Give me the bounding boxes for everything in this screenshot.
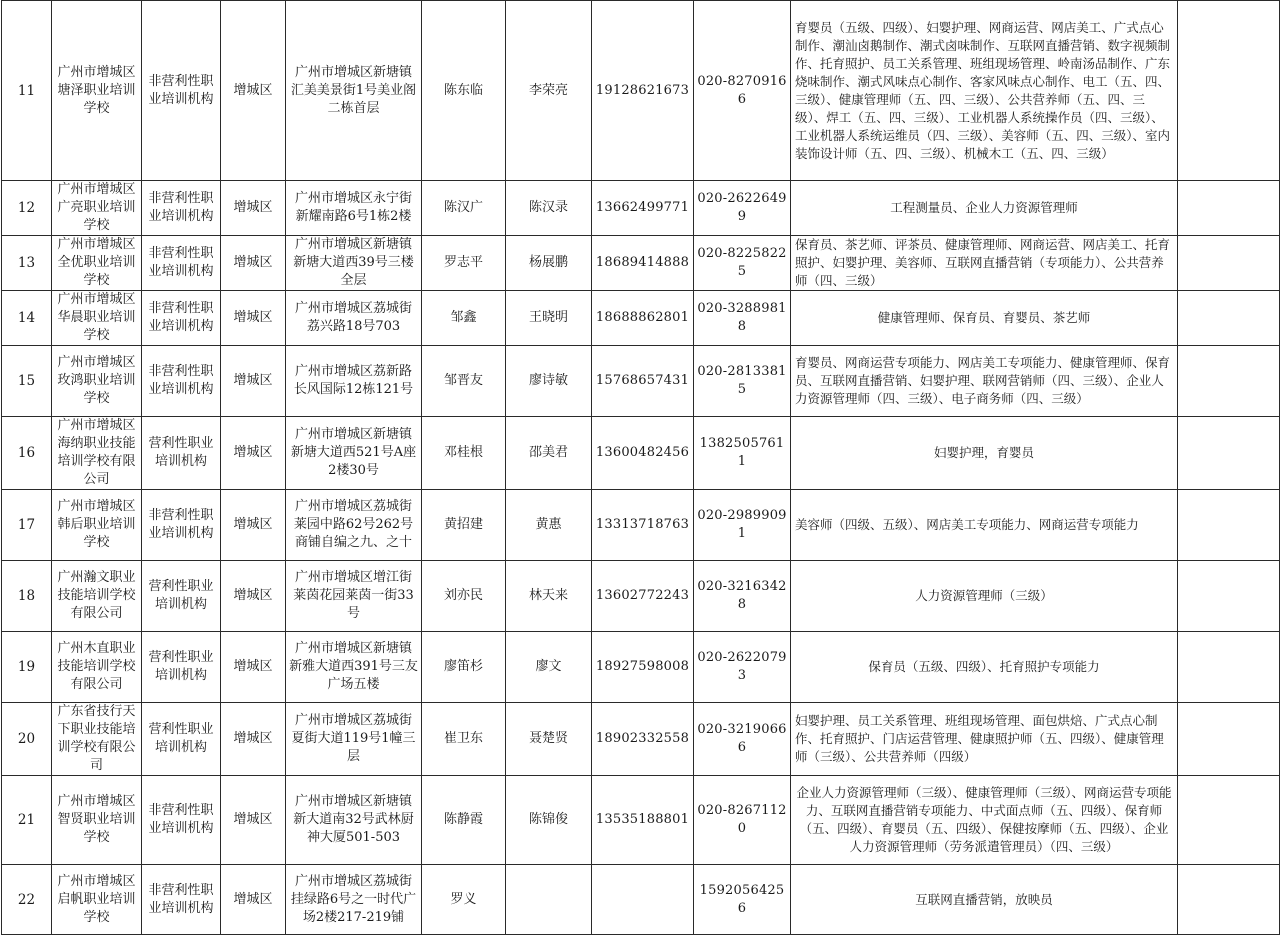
institution-type: 非营利性职业培训机构 bbox=[142, 865, 221, 935]
row-number: 22 bbox=[2, 865, 52, 935]
institution-name: 广州市增城区启帆职业培训学校 bbox=[52, 865, 142, 935]
remarks-cell bbox=[1178, 346, 1280, 417]
remarks-cell bbox=[1178, 236, 1280, 291]
office-phone: 020-26226499 bbox=[694, 181, 791, 236]
mobile-number: 13600482456 bbox=[592, 417, 694, 490]
training-professions: 工程测量员、企业人力资源管理师 bbox=[791, 181, 1178, 236]
address: 广州市增城区新塘镇汇美美景街1号美业阁二栋首层 bbox=[286, 1, 422, 181]
legal-representative: 罗义 bbox=[422, 865, 506, 935]
office-phone: 13825057611 bbox=[694, 417, 791, 490]
mobile-number: 13662499771 bbox=[592, 181, 694, 236]
contact-person bbox=[506, 865, 592, 935]
contact-person: 邵美君 bbox=[506, 417, 592, 490]
legal-representative: 陈东临 bbox=[422, 1, 506, 181]
institution-name: 广州市增城区华晨职业培训学校 bbox=[52, 291, 142, 346]
legal-representative: 黄招建 bbox=[422, 490, 506, 561]
training-institution-table bbox=[1, 0, 1280, 935]
address: 广州市增城区荔城街挂绿路6号之一时代广场2楼217-219铺 bbox=[286, 865, 422, 935]
remarks-cell bbox=[1178, 181, 1280, 236]
district: 增城区 bbox=[221, 181, 286, 236]
institution-type: 营利性职业培训机构 bbox=[142, 561, 221, 632]
contact-person: 廖文 bbox=[506, 632, 592, 703]
district: 增城区 bbox=[221, 291, 286, 346]
table-row bbox=[2, 703, 1280, 776]
mobile-number: 18927598008 bbox=[592, 632, 694, 703]
contact-person: 陈锦俊 bbox=[506, 776, 592, 865]
institution-type: 营利性职业培训机构 bbox=[142, 703, 221, 776]
remarks-cell bbox=[1178, 776, 1280, 865]
institution-type: 非营利性职业培训机构 bbox=[142, 490, 221, 561]
contact-person: 黄惠 bbox=[506, 490, 592, 561]
address: 广州市增城区荔城街荔兴路18号703 bbox=[286, 291, 422, 346]
training-professions: 人力资源管理师（三级） bbox=[791, 561, 1178, 632]
remarks-cell bbox=[1178, 703, 1280, 776]
row-number: 16 bbox=[2, 417, 52, 490]
mobile-number: 18902332558 bbox=[592, 703, 694, 776]
office-phone: 020-82671120 bbox=[694, 776, 791, 865]
training-professions: 妇婴护理，育婴员 bbox=[791, 417, 1178, 490]
office-phone: 020-26220793 bbox=[694, 632, 791, 703]
mobile-number: 15768657431 bbox=[592, 346, 694, 417]
institution-name: 广州市增城区智贤职业培训学校 bbox=[52, 776, 142, 865]
institution-type: 非营利性职业培训机构 bbox=[142, 1, 221, 181]
mobile-number: 19128621673 bbox=[592, 1, 694, 181]
office-phone: 020-82258225 bbox=[694, 236, 791, 291]
remarks-cell bbox=[1178, 1, 1280, 181]
table-row bbox=[2, 181, 1280, 236]
institution-type: 营利性职业培训机构 bbox=[142, 632, 221, 703]
institution-name: 广州木直职业技能培训学校有限公司 bbox=[52, 632, 142, 703]
contact-person: 廖诗敏 bbox=[506, 346, 592, 417]
office-phone: 020-29899091 bbox=[694, 490, 791, 561]
training-professions: 保育员（五级、四级）、托育照护专项能力 bbox=[791, 632, 1178, 703]
address: 广州市增城区荔城街莱园中路62号262号商铺自编之九、之十 bbox=[286, 490, 422, 561]
address: 广州市增城区新塘镇新大道南32号武林厨神大厦501-503 bbox=[286, 776, 422, 865]
district: 增城区 bbox=[221, 417, 286, 490]
row-number: 11 bbox=[2, 1, 52, 181]
legal-representative: 陈静霞 bbox=[422, 776, 506, 865]
table-row bbox=[2, 346, 1280, 417]
mobile-number bbox=[592, 865, 694, 935]
table-row bbox=[2, 490, 1280, 561]
table-row bbox=[2, 561, 1280, 632]
address: 广州市增城区增江街莱茵花园莱茵一街33号 bbox=[286, 561, 422, 632]
mobile-number: 13602772243 bbox=[592, 561, 694, 632]
address: 广州市增城区新塘镇新塘大道西521号A座2楼30号 bbox=[286, 417, 422, 490]
institution-type: 非营利性职业培训机构 bbox=[142, 291, 221, 346]
office-phone: 020-28133815 bbox=[694, 346, 791, 417]
district: 增城区 bbox=[221, 236, 286, 291]
district: 增城区 bbox=[221, 865, 286, 935]
address: 广州市增城区荔城街夏街大道119号1幢三层 bbox=[286, 703, 422, 776]
institution-type: 非营利性职业培训机构 bbox=[142, 236, 221, 291]
table-row bbox=[2, 1, 1280, 181]
row-number: 18 bbox=[2, 561, 52, 632]
institution-name: 广州市增城区全优职业培训学校 bbox=[52, 236, 142, 291]
legal-representative: 廖笛杉 bbox=[422, 632, 506, 703]
table-row bbox=[2, 776, 1280, 865]
district: 增城区 bbox=[221, 632, 286, 703]
office-phone: 15920564256 bbox=[694, 865, 791, 935]
remarks-cell bbox=[1178, 490, 1280, 561]
institution-type: 非营利性职业培训机构 bbox=[142, 776, 221, 865]
row-number: 17 bbox=[2, 490, 52, 561]
remarks-cell bbox=[1178, 865, 1280, 935]
institution-type: 营利性职业培训机构 bbox=[142, 417, 221, 490]
contact-person: 杨展鹏 bbox=[506, 236, 592, 291]
contact-person: 王晓明 bbox=[506, 291, 592, 346]
row-number: 20 bbox=[2, 703, 52, 776]
mobile-number: 18689414888 bbox=[592, 236, 694, 291]
remarks-cell bbox=[1178, 561, 1280, 632]
contact-person: 林天来 bbox=[506, 561, 592, 632]
institution-name: 广州市增城区玫鸿职业培训学校 bbox=[52, 346, 142, 417]
training-professions: 保育员、茶艺师、评茶员、健康管理师、网商运营、网店美工、托育照护、妇婴护理、美容师、互联网直播营销（专项能力）、公共营养师（四、三级） bbox=[791, 236, 1178, 291]
row-number: 13 bbox=[2, 236, 52, 291]
row-number: 19 bbox=[2, 632, 52, 703]
training-professions: 育婴员（五级、四级）、妇婴护理、网商运营、网店美工、广式点心制作、潮汕卤鹅制作、潮式卤味制作、互联网直播营销、数字视频制作、托育照护、员工关系管理、班组现场管理、岭南汤品制作、广东烧味制作、潮式风味点心制作、客家风味点心制作、电工（五、四、三级）、健康管理师（五、四、三级）、公共营养师（五、四、三级）、焊工（五、四、三级）、工业机器人系统操作员（四、三级）、工业机器人系统运维员（四、三级）、美容师（五、四、三级）、室内装饰设计师（五、四、三级）、机械木工（五、四、三级） bbox=[791, 1, 1178, 181]
table-row bbox=[2, 236, 1280, 291]
legal-representative: 罗志平 bbox=[422, 236, 506, 291]
district: 增城区 bbox=[221, 346, 286, 417]
legal-representative: 邹晋友 bbox=[422, 346, 506, 417]
training-professions: 健康管理师、保育员、育婴员、茶艺师 bbox=[791, 291, 1178, 346]
training-professions: 美容师（四级、五级）、网店美工专项能力、网商运营专项能力 bbox=[791, 490, 1178, 561]
legal-representative: 崔卫东 bbox=[422, 703, 506, 776]
institution-name: 广州市增城区塘泽职业培训学校 bbox=[52, 1, 142, 181]
legal-representative: 邹鑫 bbox=[422, 291, 506, 346]
address: 广州市增城区新塘镇新雅大道西391号三友广场五楼 bbox=[286, 632, 422, 703]
institution-type: 非营利性职业培训机构 bbox=[142, 181, 221, 236]
table-row bbox=[2, 291, 1280, 346]
institution-type: 非营利性职业培训机构 bbox=[142, 346, 221, 417]
training-professions: 互联网直播营销，放映员 bbox=[791, 865, 1178, 935]
row-number: 21 bbox=[2, 776, 52, 865]
institution-name: 广州市增城区广亮职业培训学校 bbox=[52, 181, 142, 236]
remarks-cell bbox=[1178, 291, 1280, 346]
contact-person: 聂楚贤 bbox=[506, 703, 592, 776]
district: 增城区 bbox=[221, 703, 286, 776]
institution-name: 广东省技行天下职业技能培训学校有限公司 bbox=[52, 703, 142, 776]
legal-representative: 邓桂根 bbox=[422, 417, 506, 490]
remarks-cell bbox=[1178, 417, 1280, 490]
contact-person: 陈汉录 bbox=[506, 181, 592, 236]
address: 广州市增城区新塘镇新塘大道西39号三楼全层 bbox=[286, 236, 422, 291]
mobile-number: 13313718763 bbox=[592, 490, 694, 561]
institution-name: 广州瀚文职业技能培训学校有限公司 bbox=[52, 561, 142, 632]
district: 增城区 bbox=[221, 561, 286, 632]
row-number: 14 bbox=[2, 291, 52, 346]
table-row bbox=[2, 865, 1280, 935]
legal-representative: 刘亦民 bbox=[422, 561, 506, 632]
district: 增城区 bbox=[221, 1, 286, 181]
district: 增城区 bbox=[221, 490, 286, 561]
training-professions: 妇婴护理、员工关系管理、班组现场管理、面包烘焙、广式点心制作、托育照护、门店运营管理、健康照护师（五、四级）、健康管理师（三级）、公共营养师（四级） bbox=[791, 703, 1178, 776]
institution-name: 广州市增城区海纳职业技能培训学校有限公司 bbox=[52, 417, 142, 490]
legal-representative: 陈汉广 bbox=[422, 181, 506, 236]
office-phone: 020-32889818 bbox=[694, 291, 791, 346]
training-professions: 企业人力资源管理师（三级）、健康管理师（三级）、网商运营专项能力、互联网直播营销专项能力、中式面点师（五、四级）、保育师（五、四级）、育婴员（五、四级）、保健按摩师（五、四级）、企业人力资源管理师（劳务派遣管理员）（四、三级） bbox=[791, 776, 1178, 865]
office-phone: 020-32190666 bbox=[694, 703, 791, 776]
office-phone: 020-32163428 bbox=[694, 561, 791, 632]
address: 广州市增城区荔新路长风国际12栋121号 bbox=[286, 346, 422, 417]
institution-name: 广州市增城区韩后职业培训学校 bbox=[52, 490, 142, 561]
row-number: 12 bbox=[2, 181, 52, 236]
row-number: 15 bbox=[2, 346, 52, 417]
mobile-number: 13535188801 bbox=[592, 776, 694, 865]
office-phone: 020-82709166 bbox=[694, 1, 791, 181]
district: 增城区 bbox=[221, 776, 286, 865]
table-row bbox=[2, 632, 1280, 703]
address: 广州市增城区永宁街新耀南路6号1栋2楼 bbox=[286, 181, 422, 236]
remarks-cell bbox=[1178, 632, 1280, 703]
training-professions: 育婴员、网商运营专项能力、网店美工专项能力、健康管理师、保育员、互联网直播营销、妇婴护理、联网营销师（四、三级）、企业人力资源管理师（四、三级）、电子商务师（四、三级） bbox=[791, 346, 1178, 417]
contact-person: 李荣亮 bbox=[506, 1, 592, 181]
table-row bbox=[2, 417, 1280, 490]
mobile-number: 18688862801 bbox=[592, 291, 694, 346]
